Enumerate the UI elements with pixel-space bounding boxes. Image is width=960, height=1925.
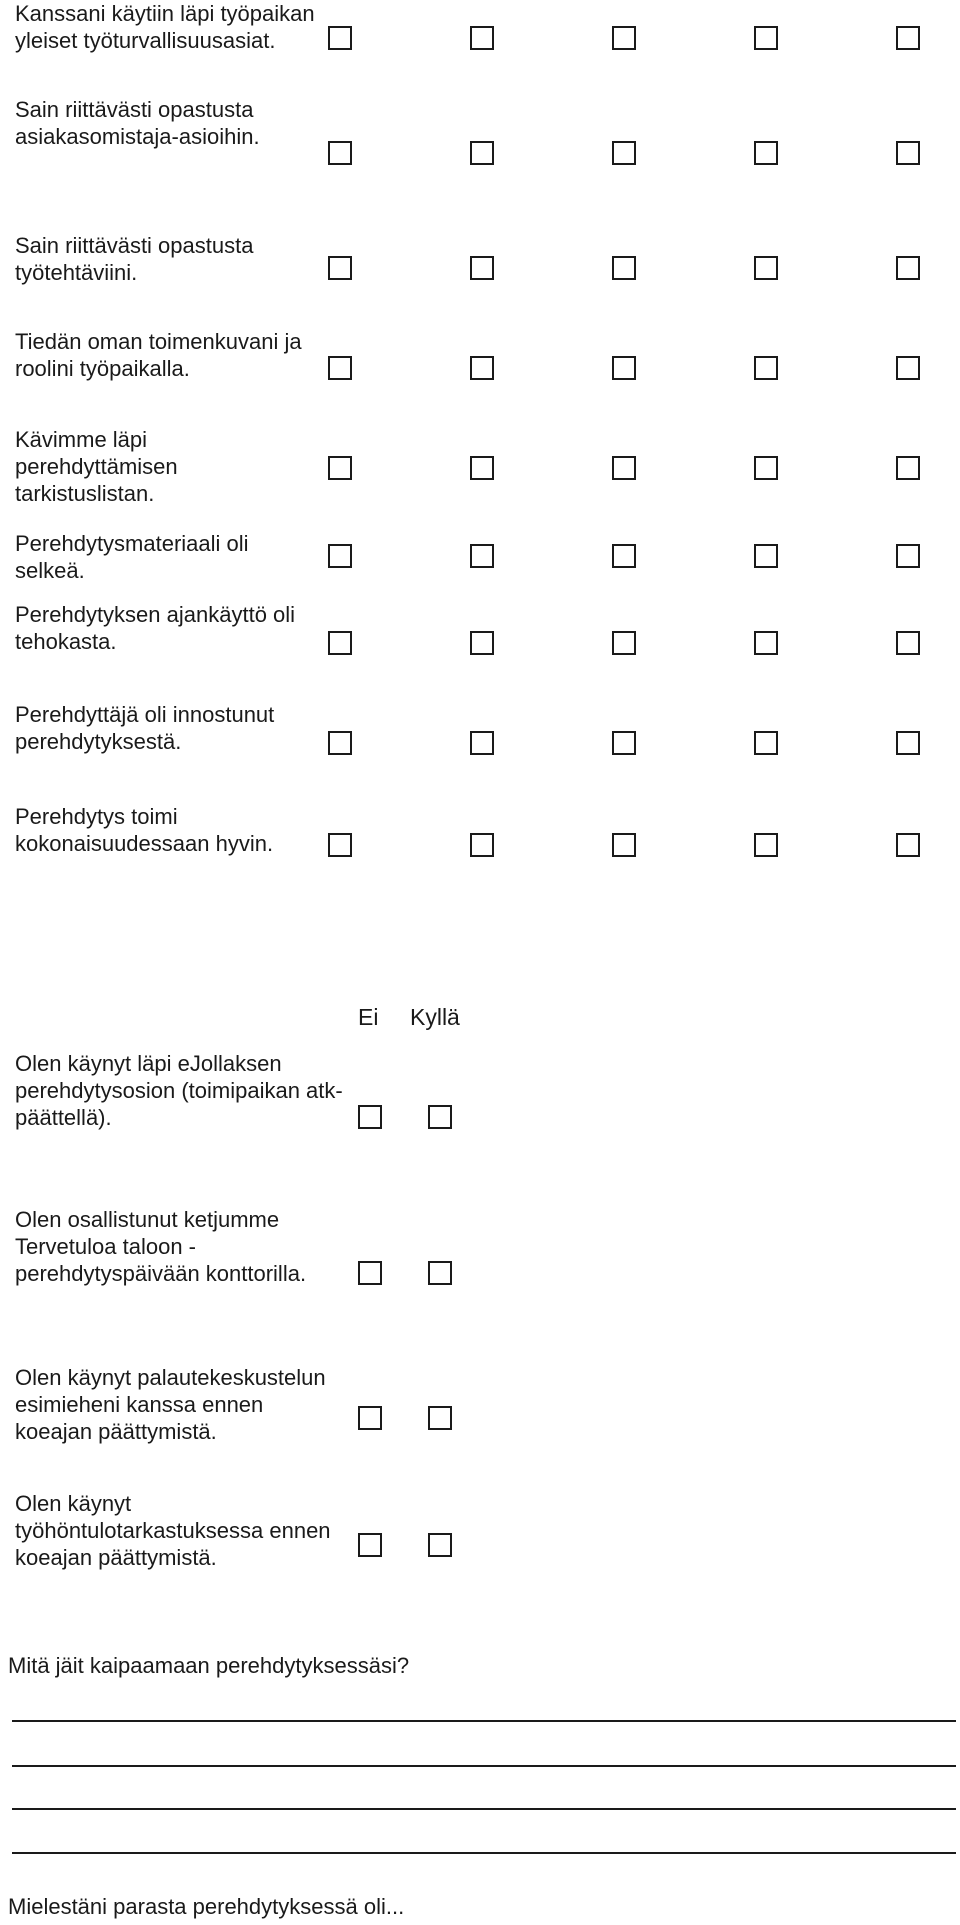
- answer-line-3[interactable]: [12, 1808, 956, 1810]
- rating-question-8: Perehdyttäjä oli innostunut perehdytyksestä.: [15, 702, 275, 754]
- rating-checkbox-q4-2[interactable]: [470, 356, 494, 380]
- rating-checkbox-q1-2[interactable]: [470, 26, 494, 50]
- rating-checkbox-q7-1[interactable]: [328, 631, 352, 655]
- no-checkbox-q3[interactable]: [358, 1406, 382, 1430]
- rating-checkbox-q8-3[interactable]: [612, 731, 636, 755]
- rating-checkbox-q6-1[interactable]: [328, 544, 352, 568]
- yes-no-question-1: Olen käynyt läpi eJollaksen perehdytysosion (toimipaikan atk-päättellä).: [15, 1051, 343, 1130]
- rating-checkbox-q9-1[interactable]: [328, 833, 352, 857]
- rating-checkbox-q7-4[interactable]: [754, 631, 778, 655]
- answer-line-2[interactable]: [12, 1765, 956, 1767]
- rating-checkbox-q4-1[interactable]: [328, 356, 352, 380]
- rating-checkbox-q4-5[interactable]: [896, 356, 920, 380]
- no-checkbox-q4[interactable]: [358, 1533, 382, 1557]
- rating-question-4: Tiedän oman toimenkuvani ja roolini työpaikalla.: [15, 329, 302, 381]
- answer-line-1[interactable]: [12, 1720, 956, 1722]
- rating-checkbox-q6-5[interactable]: [896, 544, 920, 568]
- rating-checkbox-q6-4[interactable]: [754, 544, 778, 568]
- rating-checkbox-q8-2[interactable]: [470, 731, 494, 755]
- open-question-missing: Mitä jäit kaipaamaan perehdytyksessäsi?: [8, 1653, 410, 1678]
- rating-question-1: Kanssani käytiin läpi työpaikan yleiset työturvallisuusasiat.: [15, 1, 315, 53]
- rating-checkbox-q7-5[interactable]: [896, 631, 920, 655]
- rating-checkbox-q2-2[interactable]: [470, 141, 494, 165]
- rating-question-6: Perehdytysmateriaali oli selkeä.: [15, 531, 249, 583]
- rating-question-2: Sain riittävästi opastusta asiakasomistaja-asioihin.: [15, 97, 260, 149]
- yes-no-question-3: Olen käynyt palautekeskustelun esimieheni kanssa ennen koeajan päättymistä.: [15, 1365, 326, 1444]
- rating-question-7: Perehdytyksen ajankäyttö oli tehokasta.: [15, 602, 296, 654]
- answer-line-4[interactable]: [12, 1852, 956, 1854]
- yes-checkbox-q1[interactable]: [428, 1105, 452, 1129]
- rating-checkbox-q5-2[interactable]: [470, 456, 494, 480]
- yes-checkbox-q4[interactable]: [428, 1533, 452, 1557]
- rating-checkbox-q2-5[interactable]: [896, 141, 920, 165]
- rating-checkbox-q3-4[interactable]: [754, 256, 778, 280]
- rating-checkbox-q5-3[interactable]: [612, 456, 636, 480]
- column-header-yes: Kyllä: [410, 1004, 460, 1030]
- rating-checkbox-q9-4[interactable]: [754, 833, 778, 857]
- rating-checkbox-q3-1[interactable]: [328, 256, 352, 280]
- open-question-best: Mielestäni parasta perehdytyksessä oli...: [8, 1894, 405, 1919]
- rating-checkbox-q5-1[interactable]: [328, 456, 352, 480]
- yes-checkbox-q3[interactable]: [428, 1406, 452, 1430]
- column-header-no: Ei: [358, 1004, 379, 1030]
- rating-checkbox-q6-2[interactable]: [470, 544, 494, 568]
- rating-checkbox-q2-3[interactable]: [612, 141, 636, 165]
- rating-checkbox-q4-3[interactable]: [612, 356, 636, 380]
- no-checkbox-q1[interactable]: [358, 1105, 382, 1129]
- rating-checkbox-q1-3[interactable]: [612, 26, 636, 50]
- yes-no-question-4: Olen käynyt työhöntulotarkastuksessa ennen koeajan päättymistä.: [15, 1491, 331, 1570]
- rating-question-3: Sain riittävästi opastusta työtehtäviini.: [15, 233, 254, 285]
- yes-no-question-2: Olen osallistunut ketjumme Tervetuloa taloon -perehdytyspäivään konttorilla.: [15, 1207, 307, 1286]
- rating-checkbox-q8-4[interactable]: [754, 731, 778, 755]
- rating-checkbox-q8-1[interactable]: [328, 731, 352, 755]
- rating-question-5: Kävimme läpi perehdyttämisen tarkistuslistan.: [15, 427, 178, 506]
- rating-checkbox-q9-5[interactable]: [896, 833, 920, 857]
- rating-checkbox-q3-3[interactable]: [612, 256, 636, 280]
- rating-question-9: Perehdytys toimi kokonaisuudessaan hyvin.: [15, 804, 274, 856]
- rating-checkbox-q7-3[interactable]: [612, 631, 636, 655]
- no-checkbox-q2[interactable]: [358, 1261, 382, 1285]
- rating-checkbox-q2-4[interactable]: [754, 141, 778, 165]
- rating-checkbox-q5-5[interactable]: [896, 456, 920, 480]
- rating-checkbox-q1-1[interactable]: [328, 26, 352, 50]
- rating-checkbox-q7-2[interactable]: [470, 631, 494, 655]
- yes-checkbox-q2[interactable]: [428, 1261, 452, 1285]
- rating-checkbox-q9-3[interactable]: [612, 833, 636, 857]
- rating-checkbox-q1-5[interactable]: [896, 26, 920, 50]
- rating-checkbox-q3-2[interactable]: [470, 256, 494, 280]
- rating-checkbox-q9-2[interactable]: [470, 833, 494, 857]
- rating-checkbox-q6-3[interactable]: [612, 544, 636, 568]
- rating-checkbox-q4-4[interactable]: [754, 356, 778, 380]
- rating-checkbox-q8-5[interactable]: [896, 731, 920, 755]
- rating-checkbox-q1-4[interactable]: [754, 26, 778, 50]
- rating-checkbox-q3-5[interactable]: [896, 256, 920, 280]
- rating-checkbox-q2-1[interactable]: [328, 141, 352, 165]
- rating-checkbox-q5-4[interactable]: [754, 456, 778, 480]
